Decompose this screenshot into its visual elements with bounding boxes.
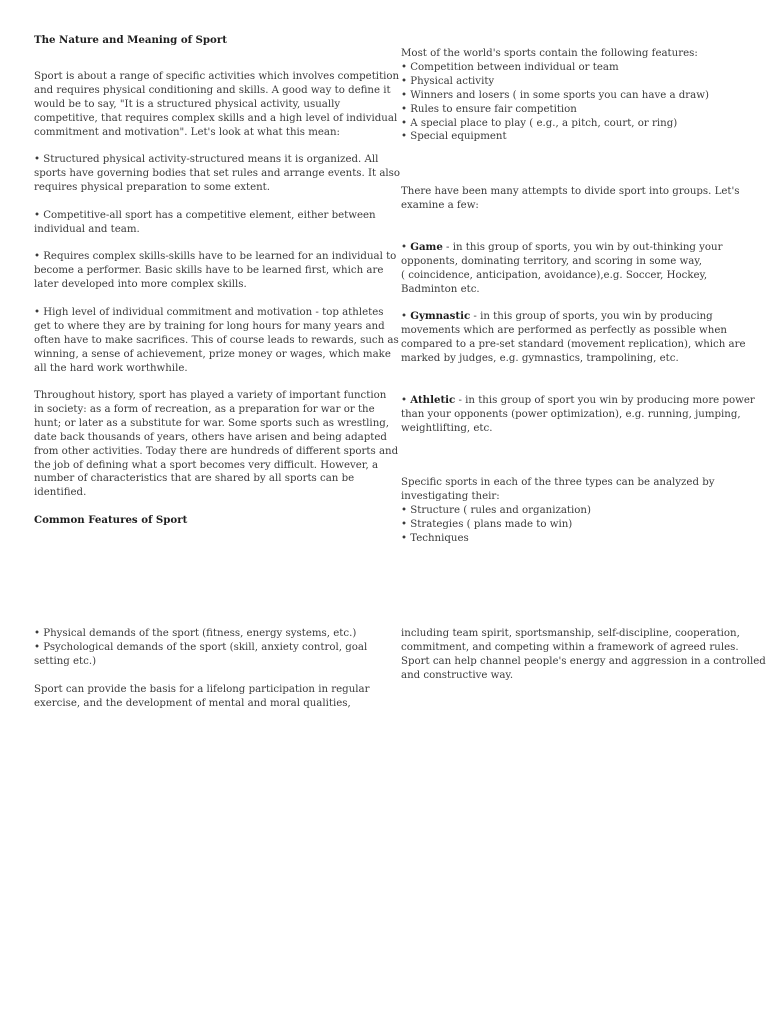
bullet: • <box>401 311 411 322</box>
text-line: • Requires complex skills-skills have to be learned for an individual to <box>34 251 397 262</box>
text-line: date back thousands of years, others have arisen and being adapted <box>34 431 387 443</box>
team-spirit-paragraph <box>401 627 766 683</box>
text-line: Badminton etc. <box>401 283 480 295</box>
demands-list <box>34 627 366 669</box>
text-line: would be to say, "It is a structured physical activity, usually <box>34 98 341 110</box>
text-line: and constructive way. <box>401 669 514 681</box>
list-item: • Structure ( rules and organization) <box>401 504 591 516</box>
text-line: • Competitive-all sport has a competitive element, either between <box>34 210 376 221</box>
list-item: • Special equipment <box>401 131 507 143</box>
list-item: • A special place to play ( e.g., a pitch, court, or ring) <box>401 117 678 129</box>
text-line: Throughout history, sport has played a variety of important function <box>34 390 387 401</box>
text-line: later developed into more complex skills. <box>34 278 247 290</box>
bullet: • <box>401 242 411 253</box>
complex-skills-paragraph <box>34 250 397 292</box>
text-line: weightlifting, etc. <box>401 422 493 434</box>
text-line: Sport is about a range of specific activities which involves competition <box>34 71 400 82</box>
list-item: • Techniques <box>401 532 469 544</box>
group-label: Athletic <box>410 394 456 406</box>
groups-intro-paragraph <box>401 185 740 213</box>
text-line: There have been many attempts to divide sport into groups. Let's <box>401 186 740 197</box>
lifelong-paragraph <box>34 683 370 711</box>
text-line: than your opponents (power optimization), e.g. running, jumping, <box>401 408 741 420</box>
list-item: • Strategies ( plans made to win) <box>401 518 573 530</box>
text-line: get to where they are by training for long hours for many years and <box>34 320 385 332</box>
gymnastic-group-paragraph <box>401 310 746 366</box>
text-line: • Structured physical activity-structured means it is organized. All <box>34 154 379 165</box>
page-title <box>34 34 366 48</box>
intro-paragraph <box>34 70 400 140</box>
text-run: - in this group of sports, you win by producing <box>470 311 713 322</box>
text-line: opponents, dominating territory, and scoring in some way, <box>401 255 702 267</box>
history-paragraph <box>34 389 399 500</box>
text-line: and requires physical conditioning and skills. A good way to define it <box>34 84 391 96</box>
section-heading-text: Common Features of Sport <box>34 514 188 526</box>
list-item: • Rules to ensure fair competition <box>401 103 577 115</box>
athletic-group-paragraph <box>401 394 755 436</box>
text-line: commitment, and competing within a framework of agreed rules. <box>401 641 739 653</box>
text-line: movements which are performed as perfectly as possible when <box>401 324 727 336</box>
bullet: • <box>401 395 411 406</box>
text-line: identified. <box>34 487 87 499</box>
text-line: from other activities. Today there are hundreds of different sports and <box>34 445 399 457</box>
text-run: - in this group of sports, you win by out-thinking your <box>442 242 723 253</box>
text-line: all the hard work worthwhile. <box>34 362 188 374</box>
text-line: become a performer. Basic skills have to be learned first, which are <box>34 264 384 276</box>
text-line: in society: as a form of recreation, as a preparation for war or the <box>34 403 375 415</box>
text-line: exercise, and the development of mental and moral qualities, <box>34 697 351 709</box>
text-line: winning, a sense of achievement, prize money or wages, which make <box>34 348 391 360</box>
text-line: often have to make sacrifices. This of course leads to rewards, such as <box>34 334 399 346</box>
text-line: Specific sports in each of the three types can be analyzed by <box>401 477 715 488</box>
text-run: - in this group of sport you win by producing more power <box>455 395 755 406</box>
text-line: commitment and motivation". Let's look at what this mean: <box>34 126 340 138</box>
game-group-paragraph <box>401 241 733 297</box>
text-line: marked by judges, e.g. gymnastics, trampolining, etc. <box>401 352 679 364</box>
list-item: • Winners and losers ( in some sports you can have a draw) <box>401 89 709 101</box>
text-line: individual and team. <box>34 223 140 235</box>
text-line: Sport can provide the basis for a lifelong participation in regular <box>34 684 370 695</box>
text-line: compared to a pre-set standard (movement replication), which are <box>401 338 746 350</box>
text-line: number of characteristics that are shared by all sports can be <box>34 473 355 485</box>
text-line: requires physical preparation to some extent. <box>34 181 270 193</box>
text-line: hunt; or later as a substitute for war. Some sports such as wrestling, <box>34 417 390 429</box>
commitment-paragraph <box>34 306 399 376</box>
list-intro: Most of the world's sports contain the following features: <box>401 48 698 59</box>
page-title-text: The Nature and Meaning of Sport <box>34 34 227 46</box>
competitive-paragraph <box>34 209 376 237</box>
text-line <box>401 241 733 255</box>
features-list <box>401 47 733 144</box>
list-item: • Competition between individual or team <box>401 61 619 73</box>
structured-activity-paragraph <box>34 153 401 195</box>
text-line: competitive, that requires complex skills and a high level of individual <box>34 112 398 124</box>
list-item: setting etc.) <box>34 655 97 667</box>
text-line: the job of defining what a sport becomes very difficult. However, a <box>34 459 379 471</box>
text-line: ( coincidence, anticipation, avoidance),e.g. Soccer, Hockey, <box>401 269 708 281</box>
group-label: Game <box>410 241 443 253</box>
text-line: examine a few: <box>401 199 479 211</box>
text-line: Sport can help channel people's energy and aggression in a controlled <box>401 655 766 667</box>
text-line <box>401 310 733 324</box>
list-item: • Physical demands of the sport (fitness, energy systems, etc.) <box>34 628 357 639</box>
text-line: sports have governing bodies that set rules and arrange events. It also <box>34 167 401 179</box>
list-item: • Physical activity <box>401 75 495 87</box>
text-line: • High level of individual commitment and motivation - top athletes <box>34 307 384 318</box>
text-line: including team spirit, sportsmanship, self-discipline, cooperation, <box>401 628 740 639</box>
text-line <box>401 394 755 408</box>
section-heading <box>34 514 366 528</box>
text-line: investigating their: <box>401 490 500 502</box>
analysis-paragraph <box>401 476 733 546</box>
list-item: • Psychological demands of the sport (skill, anxiety control, goal <box>34 641 368 653</box>
group-label: Gymnastic <box>410 310 471 322</box>
